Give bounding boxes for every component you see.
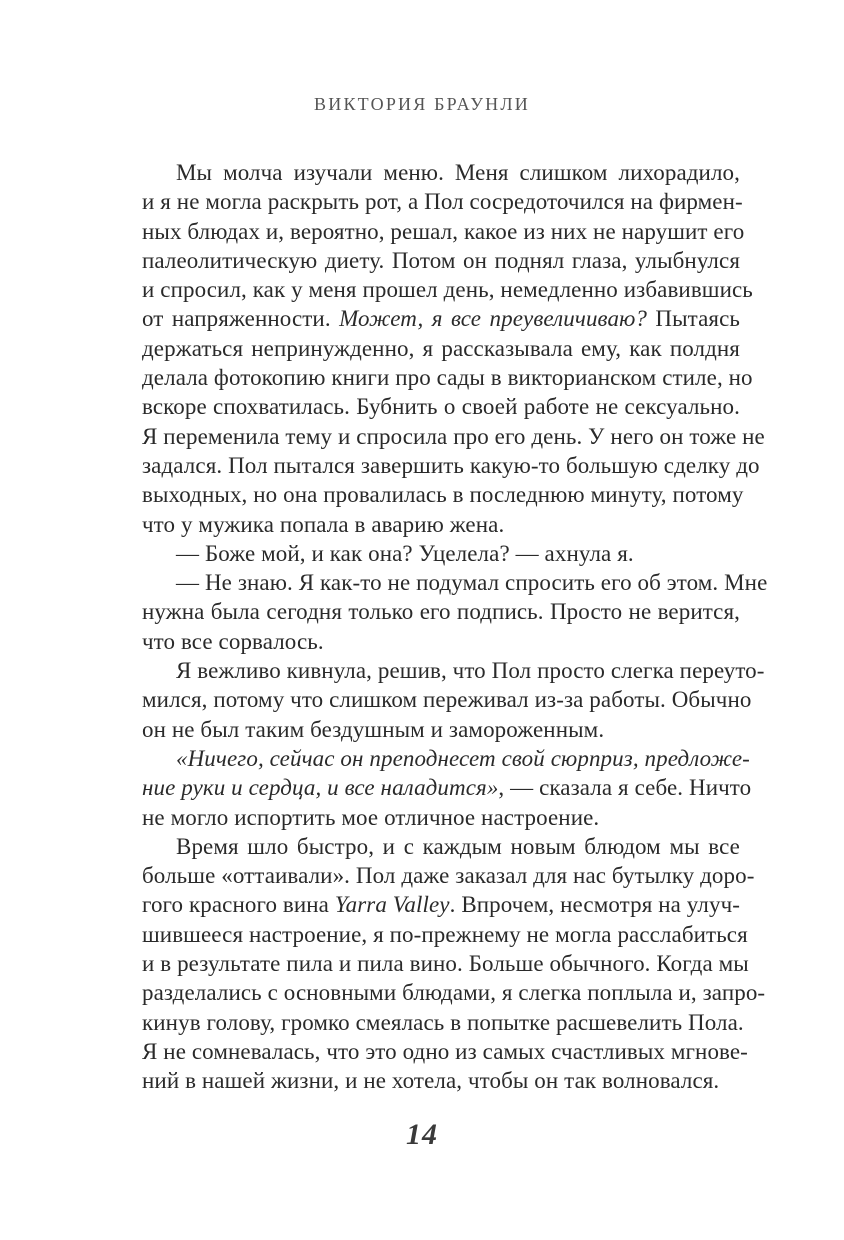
text-line: делала фотокопию книги про сады в викторианском стиле, но	[142, 365, 753, 391]
text-line	[142, 773, 752, 802]
text-line: палеолитическую диету. Потом он поднял глаза, улыбнулся	[142, 247, 740, 273]
text-line: выходных, но она провалилась в последнюю минуту, потому	[142, 482, 744, 508]
text-line: Я не сомневалась, что это одно из самых счастливых мгнове-	[142, 1038, 748, 1064]
text-line: не могло испортить мое отличное настроение.	[142, 804, 600, 830]
text-line: кинув голову, громко смеялась в попытке расшевелить Пола.	[142, 1009, 744, 1035]
text-line: мился, потому что слишком переживал из-за работы. Обычно	[142, 687, 752, 713]
text-fragment: от напряженности.	[142, 306, 340, 332]
italic-fragment: Может, я все преувеличиваю?	[339, 306, 647, 332]
text-fragment: Пытаясь	[647, 306, 740, 332]
text-line: «Ничего, сейчас он преподнесет свой сюрприз, предложе-	[176, 745, 750, 771]
text-line: и в результате пила и пила вино. Больше обычного. Когда мы	[142, 951, 749, 977]
text-line: Мы молча изучали меню. Меня слишком лихорадило,	[176, 160, 740, 185]
text-line: — Боже мой, и как она? Уцелела? — ахнула я.	[176, 540, 634, 566]
text-line: и я не могла раскрыть рот, а Пол сосредоточился на фирмен-	[142, 189, 743, 215]
text-line: держаться непринужденно, я рассказывала ему, как полдня	[142, 335, 740, 361]
text-line: разделались с основными блюдами, я слегка поплыла и, запро-	[142, 980, 766, 1006]
text-line: и спросил, как у меня прошел день, немедленно избавившись	[142, 277, 753, 303]
text-line: что все сорвалось.	[142, 628, 324, 654]
italic-fragment: ние руки и сердца, и все наладится»	[142, 775, 499, 801]
text-line: больше «оттаивали». Пол даже заказал для нас бутылку доро-	[142, 863, 755, 889]
text-line: вскоре спохватилась. Бубнить о своей работе не сексуально.	[142, 394, 740, 420]
body-text	[142, 158, 768, 1096]
text-line: Время шло быстро, и с каждым новым блюдом мы все	[176, 833, 740, 859]
text-line: Я вежливо кивнула, решив, что Пол просто слегка переуто-	[176, 658, 765, 684]
text-line	[142, 890, 740, 919]
text-line: задался. Пол пытался завершить какую-то большую сделку до	[142, 452, 760, 478]
text-line: что у мужика попала в аварию жена.	[142, 511, 505, 537]
text-line: ний в нашей жизни, и не хотела, чтобы он так волновался.	[142, 1068, 720, 1094]
italic-fragment: Yarra Valley	[334, 892, 450, 918]
text-fragment: , — сказала я себе. Ничто	[498, 775, 752, 801]
text-fragment: гого красного вина	[142, 892, 335, 918]
page-number: 14	[406, 1118, 438, 1151]
text-line: он не был таким бездушным и замороженным.	[142, 716, 605, 742]
text-line: — Не знаю. Я как-то не подумал спросить его об этом. Мне	[176, 570, 768, 596]
text-line: нужна была сегодня только его подпись. Просто не верится,	[142, 599, 740, 625]
text-line: ных блюдах и, вероятно, решал, какое из них не нарушит его	[142, 218, 745, 244]
text-fragment: . Впрочем, несмотря на улуч-	[449, 892, 741, 918]
text-line: шившееся настроение, я по-прежнему не могла расслабиться	[142, 921, 748, 947]
text-line	[142, 304, 740, 333]
running-head: ВИКТОРИЯ БРАУНЛИ	[314, 94, 530, 114]
text-line: Я переменила тему и спросила про его день. У него он тоже не	[142, 423, 765, 449]
